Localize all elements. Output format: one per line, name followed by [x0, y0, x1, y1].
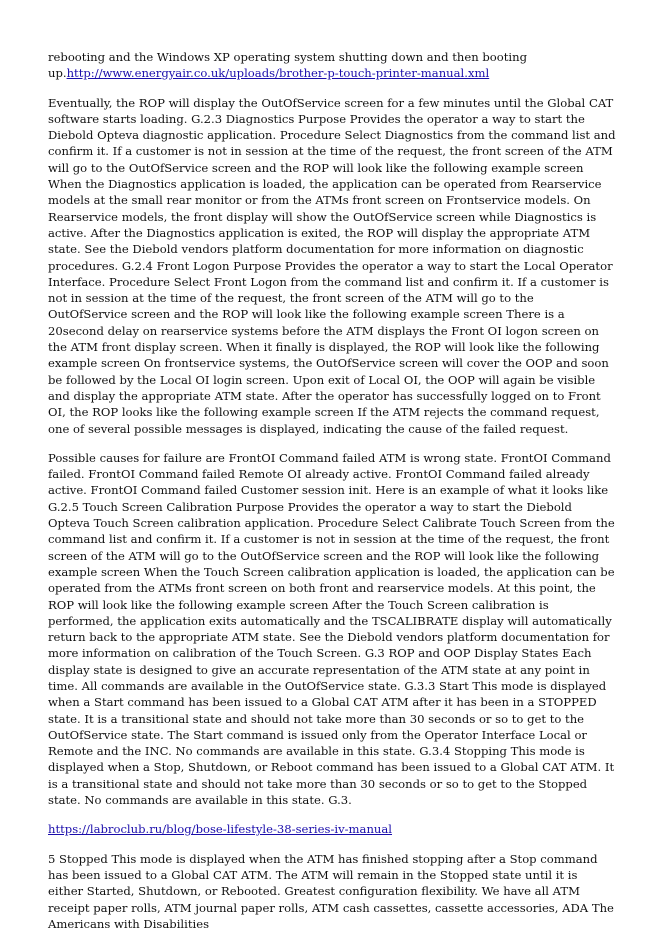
labroclub-manual-link[interactable]: https://labroclub.ru/blog/bose-lifestyle-38-series-iv-manual — [48, 822, 393, 837]
paragraph-1-text: rebooting and the Windows XP operating system shutting down and then booting up. — [48, 50, 528, 81]
paragraph-3: Possible causes for failure are FrontOI Command failed ATM is wrong state. FrontOI Command failed. FrontOI Command failed Remote OI already active. FrontOI Command failed already active. FrontOI Command failed Customer session init. Here is an example of what it looks like G.2.5 Touch Screen Calibration Purpose Provides the operator a way to start the Diebold Opteva Touch Screen calibration application. Procedure Select Calibrate Touch Screen from the command list and confirm it. If a customer is not in session at the time of the request, the front screen of the ATM will go to the OutOfService screen and the ROP will look like the following example screen When the Touch Screen calibration application is loaded, the application can be operated from the ATMs front screen on both front and rearservice models. At this point, the ROP will look like the following example screen After the Touch Screen calibration is performed, the application exits automatically and the TSCALIBRATE display will automatically return back to the appropriate ATM state. See the Diebold vendors platform documentation for more information on calibration of the Touch Screen. G.3 ROP and OOP Display States Each display state is designed to give an accurate representation of the ATM state at any point in time. All commands are available in the OutOfService state. G.3.3 Start This mode is displayed when a Start command has been issued to a Global CAT ATM after it has been in a STOPPED state. It is a transitional state and should not take more than 30 seconds or so to get to the OutOfService state. The Start command is issued only from the Operator Interface Local or Remote and the INC. No commands are available in this state. G.3.4 Stopping This mode is displayed when a Stop, Shutdown, or Reboot command has been issued to a Global CAT ATM. It is a transitional state and should not take more than 30 seconds or so to get to the Stopped state. No commands are available in this state. G.3. — [48, 450, 615, 808]
paragraph-1 — [48, 49, 616, 82]
paragraph-2: Eventually, the ROP will display the OutOfService screen for a few minutes until the Global CAT software starts loading. G.2.3 Diagnostics Purpose Provides the operator a way to start the Diebold Opteva diagnostic application. Procedure Select Diagnostics from the command list and confirm it. If a customer is not in session at the time of the request, the front screen of the ATM will go to the OutOfService screen and the ROP will look like the following example screen When the Diagnostics application is loaded, the application can be operated from Rearservice models at the small rear monitor or from the ATMs front screen on Frontservice models. On Rearservice models, the front display will show the OutOfService screen while Diagnostics is active. After the Diagnostics application is exited, the ROP will display the appropriate ATM state. See the Diebold vendors platform documentation for more information on diagnostic procedures. G.2.4 Front Logon Purpose Provides the operator a way to start the Local Operator Interface. Procedure Select Front Logon from the command list and confirm it. If a customer is not in session at the time of the request, the front screen of the ATM will go to the OutOfService screen and the ROP will look like the following example screen There is a 20second delay on rearservice systems before the ATM displays the Front OI logon screen on the ATM front display screen. When it finally is displayed, the ROP will look like the following example screen On frontservice systems, the OutOfService screen will cover the OOP and soon be followed by the Local OI login screen. Upon exit of Local OI, the OOP will again be visible and display the appropriate ATM state. After the operator has successfully logged on to Front OI, the ROP looks like the following example screen If the ATM rejects the command request, one of several possible messages is displayed, indicating the cause of the failed request. — [48, 95, 616, 436]
paragraph-4 — [48, 821, 616, 837]
energyair-manual-link[interactable]: http://www.energyair.co.uk/uploads/brother-p-touch-printer-manual.xml — [66, 66, 490, 81]
paragraph-5: 5 Stopped This mode is displayed when the ATM has finished stopping after a Stop command has been issued to a Global CAT ATM. The ATM will remain in the Stopped state until it is either Started, Shutdown, or Rebooted. Greatest configuration flexibility. We have all ATM receipt paper rolls, ATM journal paper rolls, ATM cash cassettes, cassette accessories, ADA The Americans with Disabilities — [48, 851, 614, 931]
